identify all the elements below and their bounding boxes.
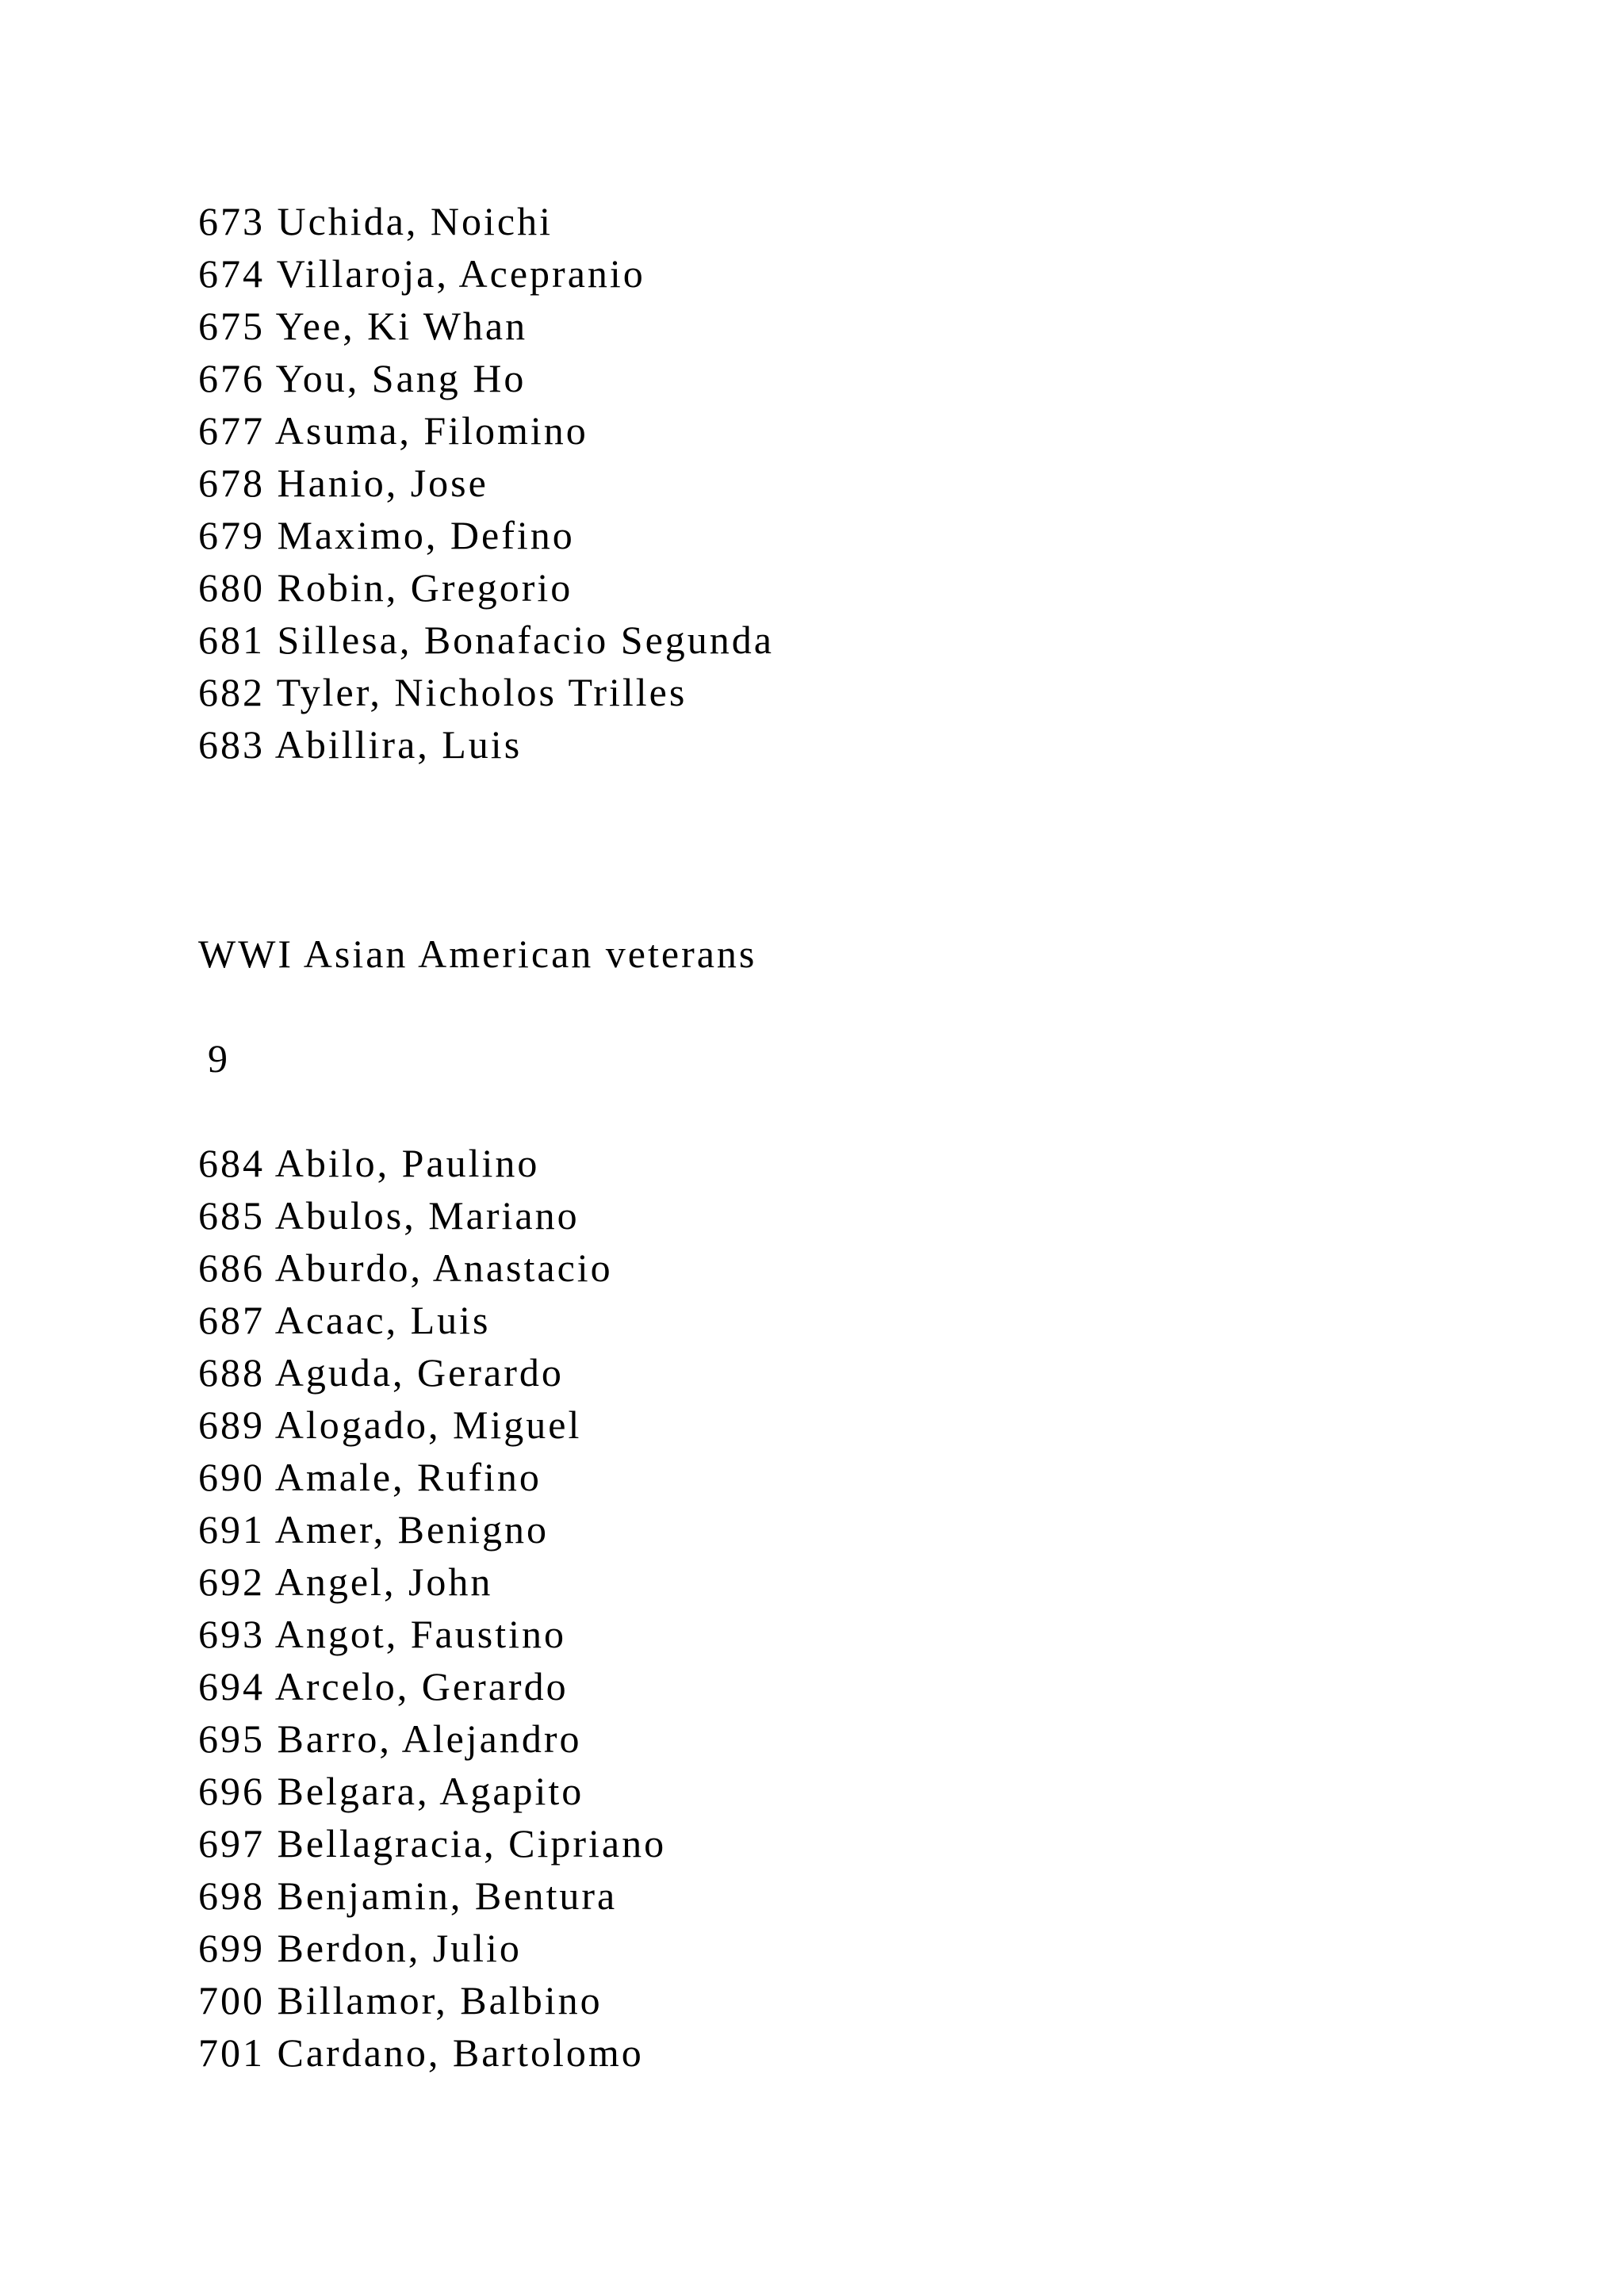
veteran-name: You, Sang Ho [275, 356, 527, 400]
entry-number: 698 [198, 1873, 265, 1918]
entry-number: 700 [198, 1978, 265, 2022]
list-item [198, 404, 774, 457]
veteran-name: Angel, John [274, 1559, 493, 1604]
veteran-list-part-2 [198, 1137, 666, 2079]
veteran-name: Bellagracia, Cipriano [277, 1821, 667, 1866]
veteran-name: Amer, Benigno [274, 1507, 550, 1552]
entry-number: 687 [198, 1298, 265, 1342]
entry-number: 692 [198, 1559, 265, 1604]
veteran-name: Villaroja, Acepranio [276, 251, 645, 296]
veteran-name: Benjamin, Bentura [277, 1873, 618, 1918]
entry-number: 699 [198, 1926, 265, 1970]
veteran-name: Cardano, Bartolomo [277, 2030, 644, 2075]
veteran-name: Arcelo, Gerardo [274, 1664, 569, 1709]
veteran-name: Amale, Rufino [274, 1455, 542, 1499]
entry-number: 674 [198, 251, 265, 296]
veteran-name: Barro, Alejandro [277, 1716, 582, 1761]
list-item [198, 666, 774, 718]
list-item [198, 1137, 666, 1189]
list-item [198, 195, 774, 247]
entry-number: 688 [198, 1350, 265, 1395]
list-item [198, 614, 774, 666]
list-item [198, 300, 774, 352]
veteran-name: Yee, Ki Whan [275, 304, 528, 348]
entry-number: 676 [198, 356, 265, 400]
list-item [198, 1242, 666, 1294]
entry-number: 675 [198, 304, 265, 348]
entry-number: 693 [198, 1612, 265, 1656]
veteran-name: Asuma, Filomino [274, 408, 588, 453]
entry-number: 673 [198, 199, 265, 243]
list-item [198, 1346, 666, 1399]
list-item [198, 1974, 666, 2026]
entry-number: 681 [198, 618, 265, 662]
veteran-name: Robin, Gregorio [277, 565, 573, 610]
list-item [198, 2026, 666, 2079]
veteran-name: Abilo, Paulino [274, 1141, 540, 1185]
veteran-name: Belgara, Agapito [277, 1769, 584, 1813]
list-item [198, 1817, 666, 1869]
veteran-name: Aguda, Gerardo [274, 1350, 564, 1395]
list-item [198, 1922, 666, 1974]
entry-number: 696 [198, 1769, 265, 1813]
list-item [198, 457, 774, 509]
entry-number: 680 [198, 565, 265, 610]
list-item [198, 1869, 666, 1922]
list-item [198, 1712, 666, 1765]
entry-number: 682 [198, 670, 265, 714]
list-item [198, 1399, 666, 1451]
entry-number: 684 [198, 1141, 265, 1185]
entry-number: 689 [198, 1402, 265, 1447]
veteran-name: Sillesa, Bonafacio Segunda [277, 618, 774, 662]
entry-number: 685 [198, 1193, 265, 1238]
veteran-name: Acaac, Luis [274, 1298, 491, 1342]
entry-number: 679 [198, 513, 265, 557]
veteran-name: Aburdo, Anastacio [274, 1246, 613, 1290]
entry-number: 695 [198, 1716, 265, 1761]
veteran-name: Tyler, Nicholos Trilles [276, 670, 688, 714]
list-item [198, 718, 774, 771]
list-item [198, 1608, 666, 1660]
list-item [198, 352, 774, 404]
veteran-name: Berdon, Julio [277, 1926, 522, 1970]
veteran-name: Hanio, Jose [277, 461, 488, 505]
list-item [198, 509, 774, 561]
page-number: 9 [208, 1036, 230, 1081]
entry-number: 683 [198, 722, 265, 767]
veteran-list-part-1 [198, 195, 774, 771]
list-item [198, 1556, 666, 1608]
list-item [198, 1503, 666, 1556]
list-item [198, 561, 774, 614]
list-item [198, 1660, 666, 1712]
entry-number: 690 [198, 1455, 265, 1499]
section-heading: WWI Asian American veterans [198, 932, 757, 976]
veteran-name: Abulos, Mariano [274, 1193, 580, 1238]
entry-number: 694 [198, 1664, 265, 1709]
veteran-name: Uchida, Noichi [277, 199, 553, 243]
veteran-name: Abillira, Luis [274, 722, 523, 767]
list-item [198, 1451, 666, 1503]
list-item [198, 247, 774, 300]
veteran-name: Maximo, Defino [277, 513, 575, 557]
veteran-name: Billamor, Balbino [277, 1978, 603, 2022]
entry-number: 697 [198, 1821, 265, 1866]
entry-number: 677 [198, 408, 265, 453]
entry-number: 678 [198, 461, 265, 505]
list-item [198, 1765, 666, 1817]
list-item [198, 1294, 666, 1346]
veteran-name: Alogado, Miguel [274, 1402, 582, 1447]
entry-number: 686 [198, 1246, 265, 1290]
list-item [198, 1189, 666, 1242]
entry-number: 691 [198, 1507, 265, 1552]
veteran-name: Angot, Faustino [274, 1612, 566, 1656]
entry-number: 701 [198, 2030, 265, 2075]
